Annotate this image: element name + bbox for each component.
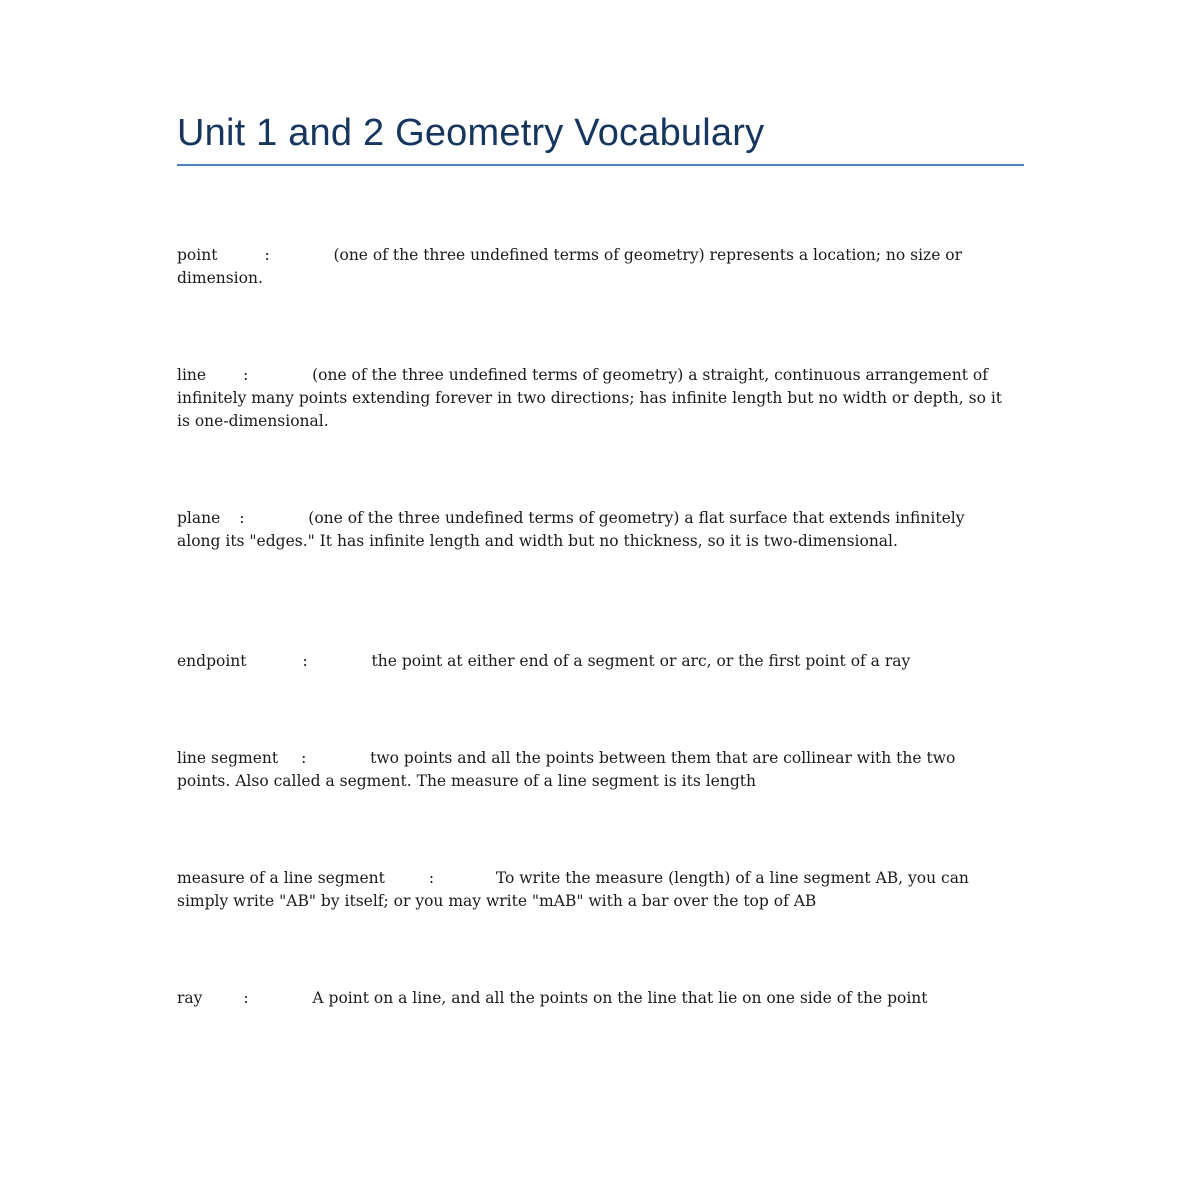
entry-separator: : bbox=[239, 509, 245, 527]
vocabulary-entry-plane bbox=[177, 507, 1007, 553]
entry-separator: : bbox=[264, 246, 270, 264]
document-page bbox=[177, 108, 1024, 1066]
vocabulary-entry-ray bbox=[177, 987, 1007, 1010]
entry-term: ray bbox=[177, 989, 203, 1007]
page-title: Unit 1 and 2 Geometry Vocabulary bbox=[177, 108, 1024, 166]
entry-definition: To write the measure (length) of a line segment AB, you can simply write "AB" by itself; or you may write "mAB" with a bar over the top of AB bbox=[177, 869, 969, 910]
vocabulary-entry-line-segment bbox=[177, 747, 1007, 793]
entry-definition: the point at either end of a segment or arc, or the first point of a ray bbox=[371, 652, 911, 670]
vocabulary-entry-endpoint bbox=[177, 650, 1007, 673]
entry-definition: two points and all the points between them that are collinear with the two points. Also called a segment. The measure of a line segment is its length bbox=[177, 749, 956, 790]
vocabulary-entry-measure-of-a-line-segment bbox=[177, 867, 1007, 913]
entry-definition: (one of the three undefined terms of geometry) a flat surface that extends infinitely along its "edges." It has infinite length and width but no thickness, so it is two-dimensional. bbox=[177, 509, 965, 550]
entry-definition: (one of the three undefined terms of geometry) represents a location; no size or dimension. bbox=[177, 246, 963, 287]
vocabulary-list bbox=[177, 166, 1024, 1066]
entry-term: endpoint bbox=[177, 652, 247, 670]
entry-separator: : bbox=[243, 366, 249, 384]
vocabulary-entry-point bbox=[177, 244, 1007, 290]
entry-term: line segment bbox=[177, 749, 279, 767]
entry-term: line bbox=[177, 366, 207, 384]
entry-term: plane bbox=[177, 509, 221, 527]
entry-separator: : bbox=[302, 652, 308, 670]
entry-separator: : bbox=[301, 749, 307, 767]
entry-separator: : bbox=[428, 869, 435, 887]
entry-definition: A point on a line, and all the points on the line that lie on one side of the point bbox=[312, 989, 928, 1007]
entry-separator: : bbox=[243, 989, 249, 1007]
entry-definition: (one of the three undefined terms of geometry) a straight, continuous arrangement of infinitely many points extending forever in two directions; has infinite length but no width or depth, so it is one-dimensional. bbox=[177, 366, 1003, 430]
entry-term: point bbox=[177, 246, 218, 264]
entry-term: measure of a line segment bbox=[177, 869, 385, 887]
vocabulary-entry-line bbox=[177, 364, 1007, 433]
